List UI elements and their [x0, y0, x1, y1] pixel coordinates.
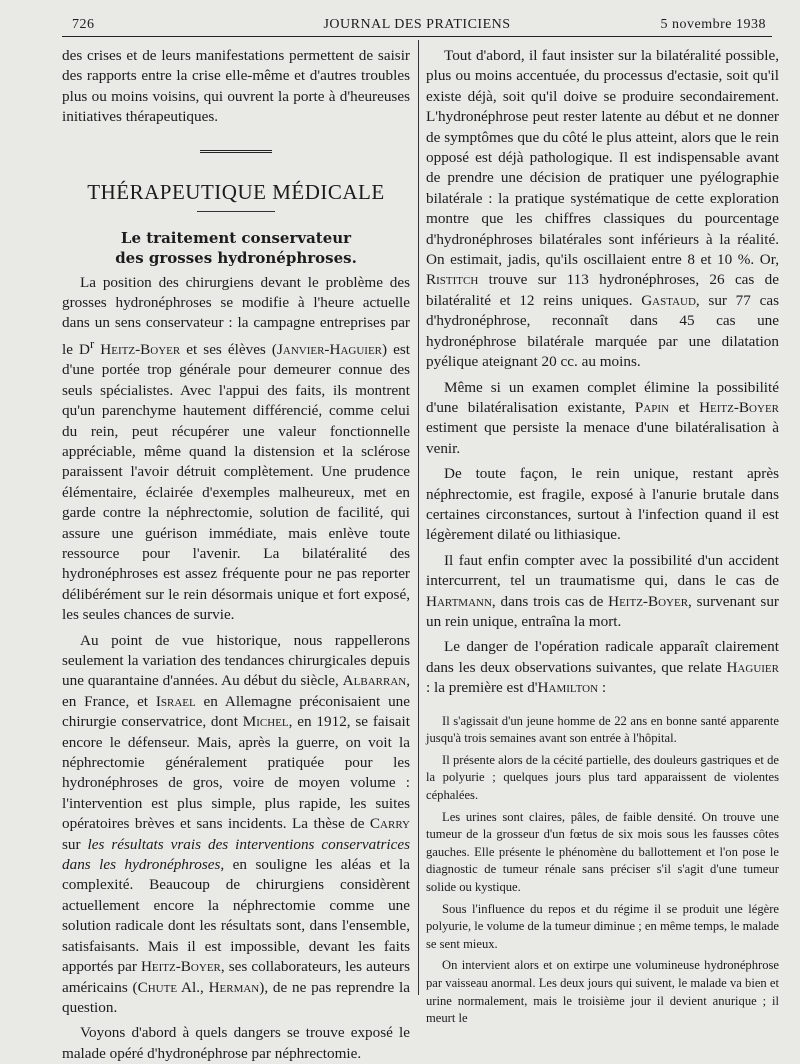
observation-paragraph: On intervient alors et on extirpe une volumineuse hydronéphrose par vaisseau anormal. Les deux jours qui suivent, le malade va bien et urine normalement, mais le troisième jour il devient anurique ; il meurt le — [426, 958, 779, 1026]
text: sur — [62, 835, 88, 853]
text: Même si un examen complet élimine la possibilité d'une bilatéralisation existante, — [426, 378, 779, 416]
text: Al., — [177, 978, 209, 996]
page-number: 726 — [72, 17, 95, 32]
section-title: THÉRAPEUTIQUE MÉDICALE — [87, 179, 385, 204]
paragraph — [426, 551, 779, 633]
text: Au point de vue historique, nous rappellerons seulement la variation des tendances chirurgicales depuis une quarantaine d'années. Au début du siècle, — [62, 631, 410, 690]
author-name: Herman — [208, 978, 260, 996]
thesis-title: les résultats vrais des interventions conservatrices dans les hydronéphroses, — [62, 835, 410, 874]
text: en souligne les aléas et la complexité. Beaucoup de chirurgiens considèrent actuellement encore la néphrectomie comme une solution radicale dont les résultats sont, dans l'ensemble, satisfaisants. Mais il est impossible, devant les faits apportés par — [62, 856, 410, 976]
text: ) est d'une portée trop générale pour demeurer connue des seuls spécialistes. Avec l'appui des faits, ils montrent qu'un parenchyme hautement différencié, comme celui du rein, peut récupérer une valeur fonctionnelle appréciable, même quand la distension et la sclérose paraissent l'avoir détruit complètement. Une prudence élémentaire, éclairée d'exemples malheureux, met en garde contre la néphrectomie, solution de facilité, qui assure une guérison immédiate, mais enlève toute ressource pour l'avenir. La bilatéralité des hydronéphroses est assez fréquente pour ne pas reporter délibérément sur le rein désormais unique et fort exposé, les seules chances de survie. — [62, 340, 411, 624]
case-observation — [426, 713, 779, 1028]
text: Le danger de l'opération radicale apparaît clairement dans les deux observations suivantes, que relate — [426, 638, 779, 676]
paragraph: De toute façon, le rein unique, restant après néphrectomie, est fragile, exposé à l'anurie brutale dans certaines circonstances, surtout à l'infection quand il est légèrement dilaté ou lithiasique. — [426, 465, 779, 544]
author-name: Ristitch — [426, 271, 479, 289]
author-name: Hamilton — [537, 679, 599, 697]
text: , sur 77 cas d'hydronéphrose, reconnaît dans 45 cas une hydronéphrose bilatérale marquée par une dilatation pyélique ateignant 20 cc. au moins. — [426, 291, 779, 371]
text: Tout d'abord, il faut insister sur la bilatéralité possible, plus ou moins accentuée, du processus d'ectasie, soit qu'il existe déjà, soit qu'il doive se produire secondairement. L'hydronéphrose peut rester latente au début et ne donner de symptômes que du côté le plus atteint, alors que le rein opposé est déjà pathologique. Il est indispensable avant de prendre une décision de pratiquer une pyélographie bilatérale : la pratique systématique de cette exploration montre que les chiffres classiques du pourcentage d'hydronéphroses bilatérales sont inférieurs à la réalité. On estimait, jadis, qu'ils oscillaient entre 8 et 10 %. Or, — [426, 47, 779, 269]
article-title — [62, 228, 410, 268]
paragraph — [62, 273, 410, 626]
author-name: Heitz-Boyer — [699, 398, 779, 416]
section-rule-bottom — [197, 211, 275, 212]
text: , en France, et — [62, 672, 410, 710]
text: estiment que persiste la menace d'une bilatéralisation à venir. — [426, 419, 779, 457]
observation-paragraph: Sous l'influence du repos et du régime il se produit une légère polyurie, le volume de la tumeur diminue ; en même temps, le malade se sent mieux. — [426, 901, 779, 951]
paragraph: Voyons d'abord à quels dangers se trouve exposé le malade opéré d'hydronéphrose par néphrectomie. — [62, 1024, 410, 1062]
text: ), de ne pas reprendre la question. — [62, 978, 410, 1016]
text: La position des chirurgiens devant le problème des grosses hydronéphroses se modifie à l'heure actuelle dans un sens conservateur : la campagne entreprises par le D — [62, 273, 410, 358]
author-name: Janvier-Haguier — [276, 340, 383, 358]
author-name: Heitz-Boyer — [608, 592, 689, 610]
author-name: Haguier — [726, 658, 779, 676]
text: : — [598, 679, 607, 697]
observation-paragraph: Il présente alors de la cécité partielle, des douleurs gastriques et de la polyurie ; quelques jours plus tard apparaissent de violentes céphalées. — [426, 752, 779, 802]
journal-title: JOURNAL DES PRATICIENS — [323, 17, 511, 32]
author-name: Michel — [242, 713, 289, 731]
paragraph — [426, 637, 779, 698]
article-title-line-1: Le traitement conservateur — [120, 228, 352, 247]
paragraph — [426, 46, 779, 373]
text: r — [90, 336, 95, 351]
issue-date: 5 novembre 1938 — [660, 17, 766, 32]
author-name: Heitz-Boyer — [140, 958, 221, 976]
text: , survenant sur un rein unique, entraîna la mort. — [426, 592, 779, 630]
text: , en 1912, se faisait encore le défenseur. Mais, après la guerre, on voit la néphrectomie généralement pratiquée pour les hydronéphroses de gros, voire de moyen volume : l'intervention est plus simple, plus rapide, les suites opératoires brèves et sans incidents. La thèse de — [62, 713, 410, 833]
text: en Allemagne préconisaient une chirurgie conservatrice, dont — [62, 692, 410, 731]
observation-paragraph: Il s'agissait d'un jeune homme de 22 ans en bonne santé apparente jusqu'à trois semaines avant son entrée à l'hôpital. — [426, 713, 779, 746]
right-column — [426, 46, 779, 1028]
left-column — [62, 46, 410, 1064]
author-name: Hartmann — [426, 592, 492, 610]
author-name: Heitz-Boyer — [100, 340, 181, 358]
author-name: Carry — [369, 815, 410, 833]
paragraph — [426, 378, 779, 460]
intro-paragraph: des crises et de leurs manifestations permettent de saisir des rapports entre la crise elle-même et d'autres troubles plus ou moins voisins, qui ouvrent la porte à d'heureuses initiatives thérapeutiques. — [62, 47, 410, 126]
author-name: Chute — [137, 978, 178, 996]
text: , ses collaborateurs, les auteurs américains ( — [62, 958, 410, 996]
text: et ses élèves ( — [180, 340, 277, 358]
paragraph — [62, 631, 410, 1019]
text: trouve sur 113 hydronéphroses, 26 cas de bilatéralité et 12 reins uniques. — [426, 271, 779, 309]
article-title-line-2: des grosses hydronéphroses. — [115, 248, 357, 267]
text: Il faut enfin compter avec la possibilité d'un accident intercurrent, tel un traumatisme qui, dans le cas de — [426, 551, 779, 590]
text: et — [669, 398, 700, 416]
text: : la première est d' — [426, 679, 538, 697]
author-name: Israel — [155, 692, 196, 710]
section-rule-top — [200, 150, 272, 153]
running-header — [62, 14, 772, 37]
observation-paragraph: Les urines sont claires, pâles, de faible densité. On trouve une tumeur de la grosseur d'un fœtus de six mois sous les fausses côtes gauches. Elle présente le phénomène du ballottement et l'on pose le diagnostic de tumeur rénale sans préciser s'il s'agit d'une tumeur solide ou kystique. — [426, 809, 779, 894]
author-name: Albarran — [342, 672, 407, 690]
text: , dans trois cas de — [491, 592, 609, 610]
author-name: Papin — [634, 398, 670, 416]
author-name: Gastaud — [641, 291, 696, 309]
column-divider — [418, 40, 419, 995]
